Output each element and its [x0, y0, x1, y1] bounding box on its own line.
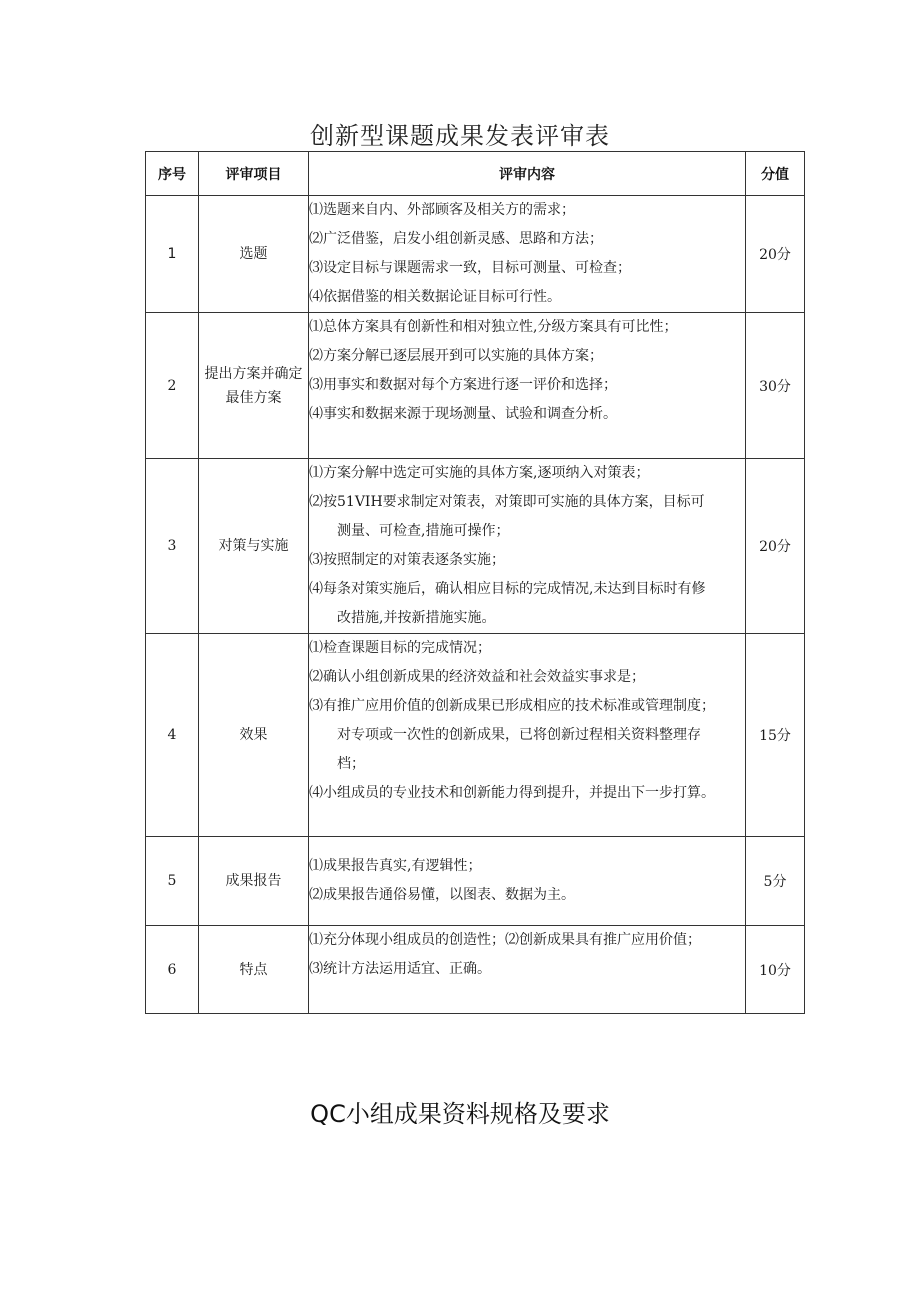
content-line: ⑶用事实和数据对每个方案进行逐一评价和选择； — [309, 377, 617, 393]
row-number: 1 — [146, 196, 199, 313]
table-row — [146, 313, 805, 459]
content-line: ⑴成果报告真实,有逻辑性； — [309, 858, 482, 874]
table-row — [146, 837, 805, 926]
content-line: ⑶有推广应用价值的创新成果已形成相应的技术标准或管理制度； — [309, 698, 715, 714]
content-line: ⑴方案分解中选定可实施的具体方案,逐项纳入对策表； — [309, 465, 650, 481]
content-line: ⑴充分体现小组成员的创造性；⑵创新成果具有推广应用价值； — [309, 932, 701, 948]
review-item: 效果 — [199, 634, 309, 837]
score-value: 5分 — [746, 837, 805, 926]
content-line: ⑶统计方法运用适宜、正确。 — [309, 961, 491, 977]
review-item: 特点 — [199, 926, 309, 1014]
content-line: 对专项或一次性的创新成果，已将创新过程相关资料整理存 — [337, 727, 701, 743]
content-line: ⑵广泛借鉴，启发小组创新灵感、思路和方法； — [309, 231, 603, 247]
row-number: 4 — [146, 634, 199, 837]
review-item: 选题 — [199, 196, 309, 313]
review-item — [199, 313, 309, 459]
content-line: ⑵成果报告通俗易懂，以图表、数据为主。 — [309, 887, 575, 903]
score-value: 15分 — [746, 634, 805, 837]
score-value: 30分 — [746, 313, 805, 459]
page-title: 创新型课题成果发表评审表 — [310, 122, 610, 150]
review-item: 对策与实施 — [199, 459, 309, 634]
content-line: ⑴总体方案具有创新性和相对独立性,分级方案具有可比性； — [309, 319, 678, 335]
review-content — [309, 196, 746, 313]
content-line: ⑵按51VIH要求制定对策表，对策即可实施的具体方案，目标可 — [309, 494, 705, 510]
table-row — [146, 926, 805, 1014]
content-line: ⑴检查课题目标的完成情况； — [309, 640, 491, 656]
row-number: 5 — [146, 837, 199, 926]
content-line: ⑵确认小组创新成果的经济效益和社会效益实事求是； — [309, 669, 645, 685]
row-number: 6 — [146, 926, 199, 1014]
row-number: 2 — [146, 313, 199, 459]
header-score: 分值 — [746, 152, 805, 196]
review-content — [309, 837, 746, 926]
content-line: ⑷依据借鉴的相关数据论证目标可行性。 — [309, 289, 561, 305]
content-line: ⑷事实和数据来源于现场测量、试验和调查分析。 — [309, 406, 617, 422]
review-content — [309, 634, 746, 837]
content-line: 改措施,并按新措施实施。 — [337, 610, 496, 626]
review-content — [309, 926, 746, 1014]
content-line: 档； — [337, 756, 365, 772]
row-number: 3 — [146, 459, 199, 634]
review-content — [309, 459, 746, 634]
content-line: 测量、可检查,措施可操作； — [337, 523, 510, 539]
table-row — [146, 634, 805, 837]
review-item-line: 最佳方案 — [225, 389, 282, 406]
content-line: ⑶按照制定的对策表逐条实施； — [309, 552, 505, 568]
score-value: 20分 — [746, 196, 805, 313]
table-row — [146, 459, 805, 634]
review-item-line: 提出方案并确定 — [204, 365, 303, 382]
header-no: 序号 — [146, 152, 199, 196]
content-line: ⑷小组成员的专业技术和创新能力得到提升，并提出下一步打算。 — [309, 785, 715, 801]
header-content: 评审内容 — [309, 152, 746, 196]
score-value: 20分 — [746, 459, 805, 634]
review-content — [309, 313, 746, 459]
review-item: 成果报告 — [199, 837, 309, 926]
content-line: ⑶设定目标与课题需求一致，目标可测量、可检查； — [309, 260, 631, 276]
section-title: QC小组成果资料规格及要求 — [310, 1100, 610, 1128]
content-line: ⑵方案分解已逐层展开到可以实施的具体方案； — [309, 348, 603, 364]
content-line: ⑴选题来自内、外部顾客及相关方的需求； — [309, 202, 575, 218]
table-header-row — [146, 152, 805, 196]
content-line: ⑷每条对策实施后，确认相应目标的完成情况,未达到目标时有修 — [309, 581, 706, 597]
review-table — [145, 151, 805, 1014]
table-row — [146, 196, 805, 313]
score-value: 10分 — [746, 926, 805, 1014]
header-item: 评审项目 — [199, 152, 309, 196]
